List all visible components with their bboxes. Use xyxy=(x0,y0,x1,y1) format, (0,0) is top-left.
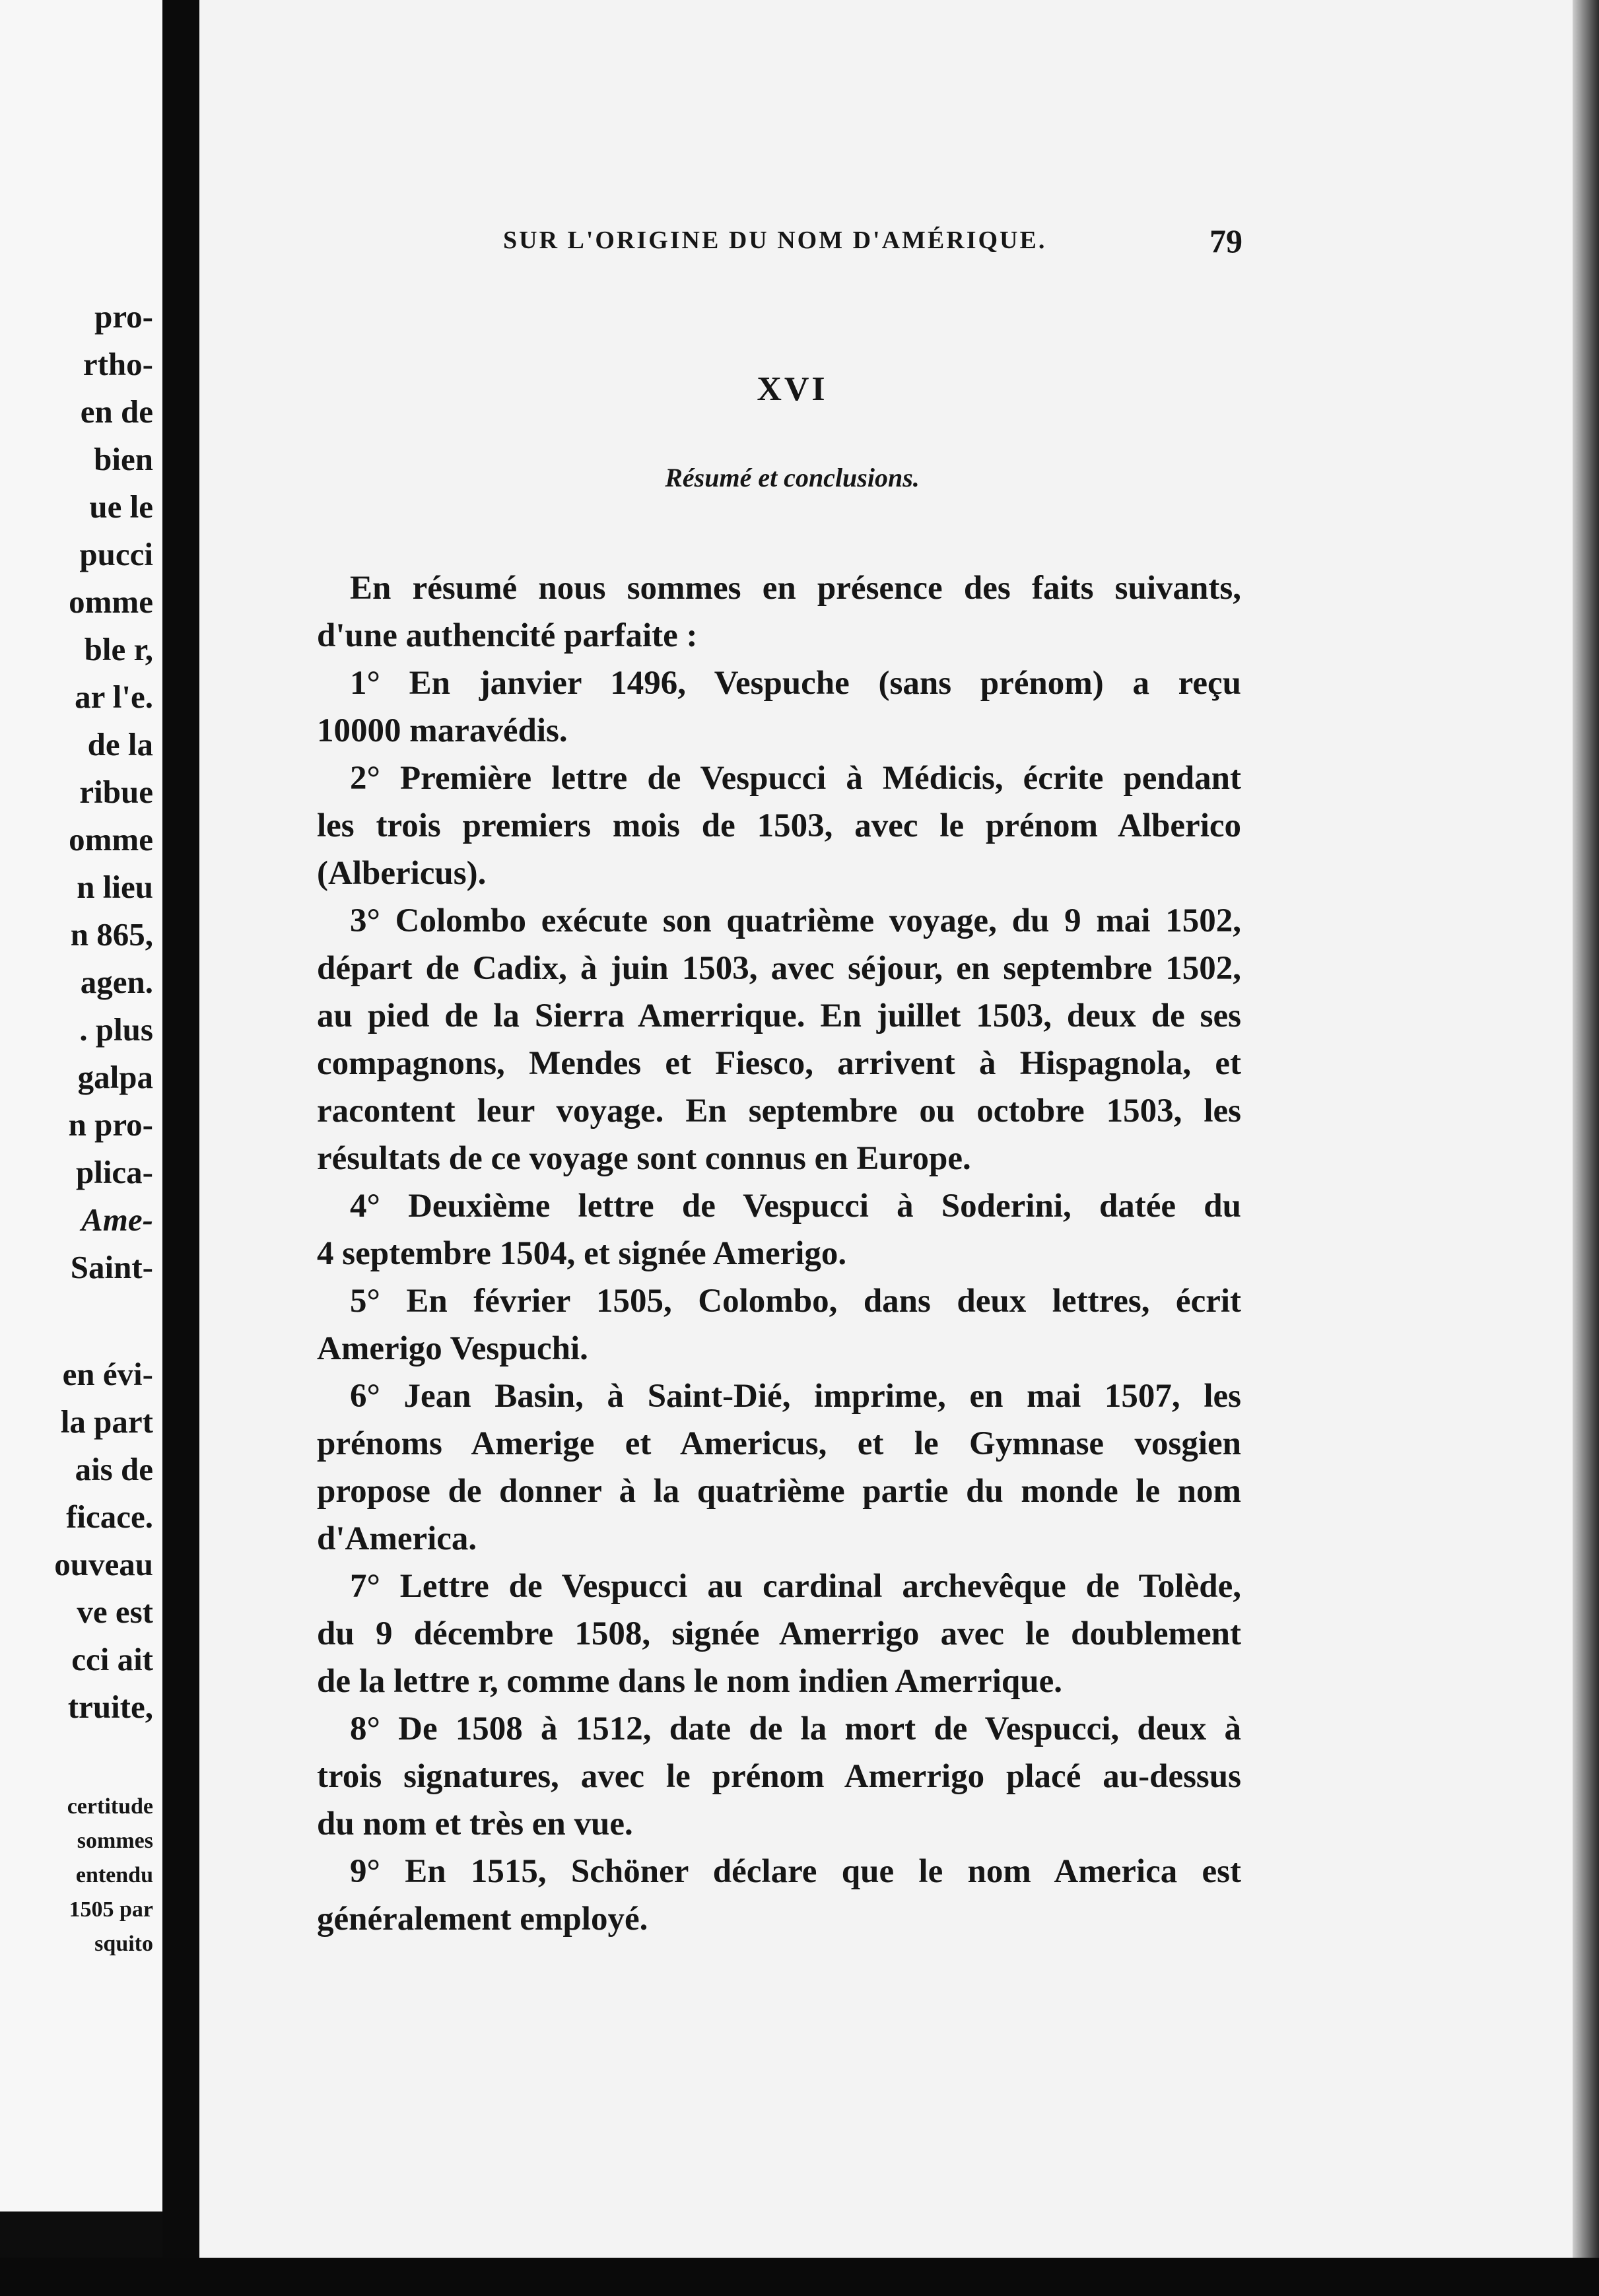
left-page-note: sommes xyxy=(77,1829,153,1853)
left-page-line: truite, xyxy=(67,1689,153,1725)
book-spine-gutter xyxy=(162,0,199,2296)
left-page-line: ouveau xyxy=(54,1546,153,1582)
left-page-line: en évi- xyxy=(62,1356,153,1392)
text-line: racontent leur voyage. En septembre ou octobre 1503, les xyxy=(317,1093,1241,1130)
text-line: 9° En 1515, Schöner déclare que le nom America est xyxy=(350,1853,1241,1890)
text-line: 8° De 1508 à 1512, date de la mort de Vespucci, deux à xyxy=(350,1710,1241,1747)
left-page-line: en de xyxy=(80,393,153,430)
left-page-note: squito xyxy=(94,1932,153,1956)
text-line: 4 septembre 1504, et signée Amerigo. xyxy=(317,1235,847,1272)
text-line: compagnons, Mendes et Fiesco, arrivent à Hispagnola, et xyxy=(317,1045,1241,1082)
left-page-line: cci ait xyxy=(71,1641,153,1677)
left-page-line: rtho- xyxy=(83,346,153,382)
text-line: résultats de ce voyage sont connus en Europe. xyxy=(317,1140,971,1177)
text-line: généralement employé. xyxy=(317,1901,648,1938)
left-page-line: n 865, xyxy=(70,916,153,953)
left-page-line: pro- xyxy=(94,298,153,335)
left-page-line: n pro- xyxy=(68,1106,153,1143)
scan-border xyxy=(0,2258,1599,2296)
left-page-line: plica- xyxy=(75,1154,153,1190)
text-line: propose de donner à la quatrième partie du monde le nom xyxy=(317,1473,1241,1510)
left-page-note: certitude xyxy=(67,1794,153,1819)
left-page-line: omme xyxy=(69,584,153,620)
left-page-line: ficace. xyxy=(66,1499,153,1535)
body-text xyxy=(317,564,1241,1943)
running-head xyxy=(503,222,1242,259)
left-page-line: agen. xyxy=(80,964,153,1000)
left-page-line: ribue xyxy=(79,774,153,810)
left-page-line: ue le xyxy=(89,489,153,525)
text-line: 6° Jean Basin, à Saint-Dié, imprime, en mai 1507, les xyxy=(350,1378,1241,1415)
left-page-note: 1505 par xyxy=(69,1897,153,1922)
text-line: 10000 maravédis. xyxy=(317,712,568,749)
text-line: de la lettre r, comme dans le nom indien Amerrique. xyxy=(317,1663,1062,1700)
left-page-line: ais de xyxy=(75,1451,153,1487)
left-page-line: ar l'e. xyxy=(75,679,153,715)
section-subtitle: Résumé et conclusions. xyxy=(665,463,920,492)
page-number: 79 xyxy=(1209,222,1242,259)
left-page-line: Ame- xyxy=(81,1201,153,1238)
text-line: (Albericus). xyxy=(317,855,487,892)
text-line: 2° Première lettre de Vespucci à Médicis, écrite pendant xyxy=(350,760,1241,797)
text-line: du nom et très en vue. xyxy=(317,1806,633,1842)
left-page-line: la part xyxy=(60,1403,153,1440)
text-line: 4° Deuxième lettre de Vespucci à Soderini, datée du xyxy=(350,1188,1241,1225)
left-page-line: . plus xyxy=(79,1011,153,1048)
text-line: Amerigo Vespuchi. xyxy=(317,1330,588,1367)
text-line: 7° Lettre de Vespucci au cardinal archevêque de Tolède, xyxy=(350,1568,1241,1605)
facing-page-fragment xyxy=(0,0,162,2212)
text-line: d'America. xyxy=(317,1520,477,1557)
left-page-line: pucci xyxy=(79,536,153,572)
text-line: En résumé nous sommes en présence des faits suivants, xyxy=(350,570,1241,607)
text-line: au pied de la Sierra Amerrique. En juillet 1503, deux de ses xyxy=(317,997,1241,1034)
left-page-note: entendu xyxy=(75,1863,153,1887)
left-page-line: ve est xyxy=(77,1594,153,1630)
page-edge xyxy=(1573,0,1599,2296)
text-line: 5° En février 1505, Colombo, dans deux lettres, écrit xyxy=(350,1283,1241,1320)
running-title: SUR L'ORIGINE DU NOM D'AMÉRIQUE. xyxy=(503,226,1047,254)
text-line: départ de Cadix, à juin 1503, avec séjour, en septembre 1502, xyxy=(317,950,1241,987)
text-line: du 9 décembre 1508, signée Amerrigo avec le doublement xyxy=(317,1615,1241,1652)
left-page-line: n lieu xyxy=(77,869,153,905)
left-page-line: ble r, xyxy=(84,631,153,667)
text-line: 1° En janvier 1496, Vespuche (sans prénom) a reçu xyxy=(350,665,1241,702)
text-line: trois signatures, avec le prénom Amerrigo placé au-dessus xyxy=(317,1758,1241,1795)
left-page-line: bien xyxy=(94,441,153,477)
text-line: d'une authencité parfaite : xyxy=(317,617,698,654)
text-line: les trois premiers mois de 1503, avec le prénom Alberico xyxy=(317,807,1241,844)
left-page-line: Saint- xyxy=(70,1249,153,1285)
section-number: XVI xyxy=(757,370,828,408)
left-page-line: omme xyxy=(69,821,153,858)
left-page-line: de la xyxy=(87,726,153,762)
left-page-line: galpa xyxy=(77,1059,153,1095)
text-line: 3° Colombo exécute son quatrième voyage, du 9 mai 1502, xyxy=(350,902,1241,939)
text-line: prénoms Amerige et Americus, et le Gymnase vosgien xyxy=(317,1425,1241,1462)
